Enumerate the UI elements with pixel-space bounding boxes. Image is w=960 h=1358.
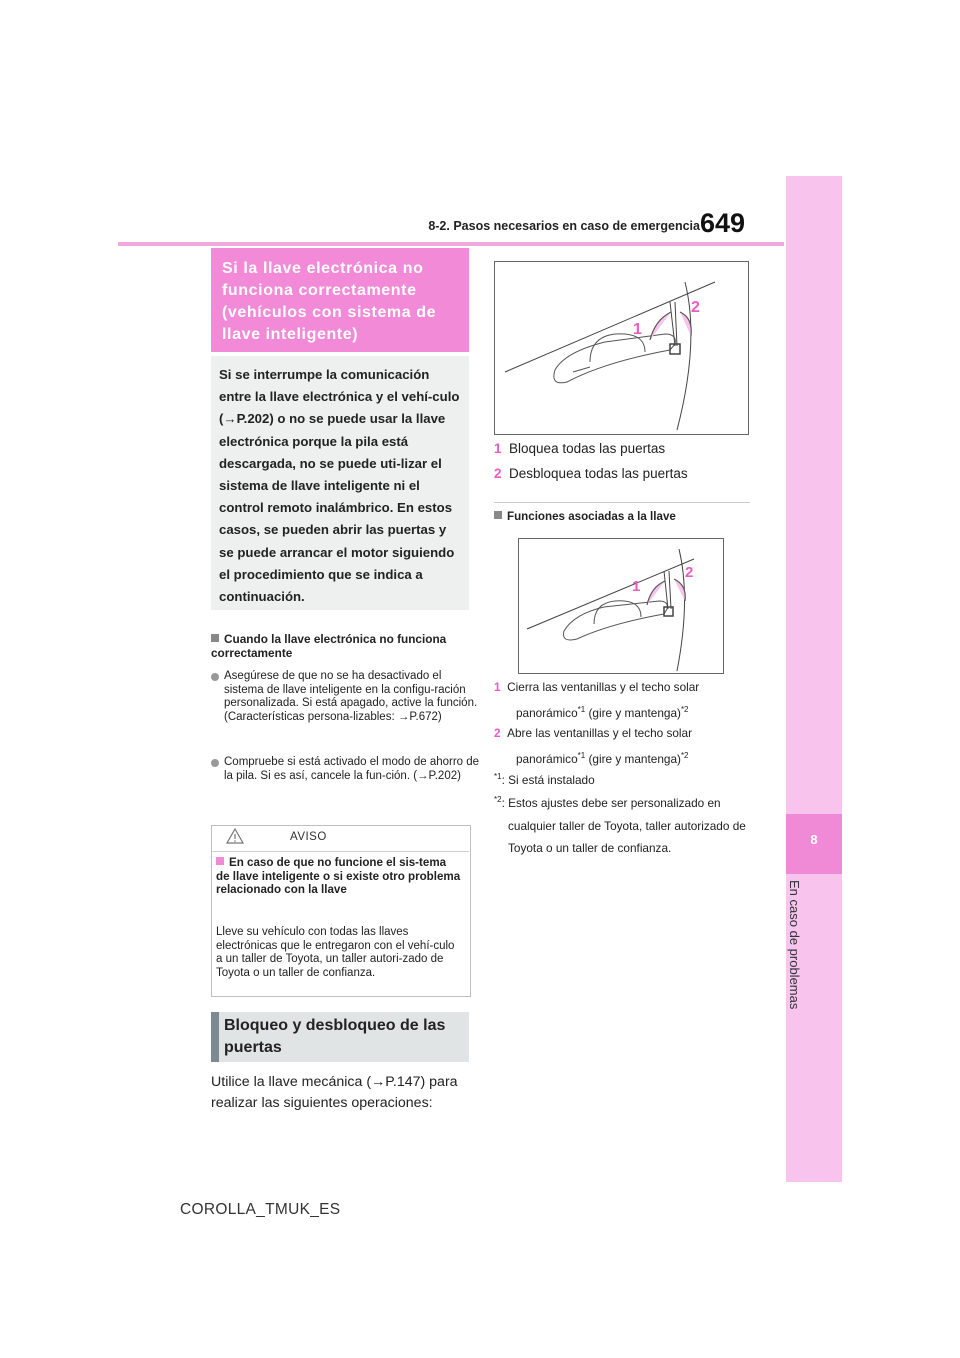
- dot-bullet-icon: [211, 673, 219, 681]
- subheading-llave: Cuando la llave electrónica no funciona correctamente: [211, 632, 447, 660]
- square-bullet-icon: [211, 634, 219, 642]
- door-handle-figure-2: [518, 538, 724, 674]
- figure-label: 1: [632, 578, 641, 595]
- header-rule: [118, 242, 784, 246]
- section-divider: [494, 502, 750, 503]
- chapter-side-tab: [786, 176, 842, 1182]
- chapter-label: En caso de problemas: [787, 880, 802, 1010]
- bullet-item: Compruebe si está activado el modo de ahorro de la pila. Si es así, cancele la fun-ción. (→P.202): [211, 756, 480, 783]
- caption-lock: 1 Bloquea todas las puertas: [494, 441, 666, 456]
- section-title: 8-2. Pasos necesarios en caso de emergencia: [428, 219, 700, 233]
- figure-label: 2: [685, 564, 694, 581]
- square-bullet-icon: [494, 511, 502, 519]
- aviso-body: Lleve su vehículo con todas las llaves electrónicas que le entregaron con el vehí-culo a un taller de Toyota, un taller autori-zado de Toyota o un taller de confianza.: [216, 926, 455, 979]
- square-bullet-icon: [216, 857, 224, 865]
- warning-triangle-icon: [226, 828, 244, 844]
- caption-open-windows: 2 Abre las ventanillas y el techo solar panorámico$^{*1}$ (gire y mantenga)$^{*2}$: [494, 726, 693, 766]
- chapter-number: 8: [810, 832, 818, 847]
- caption-unlock: 2 Desbloquea todas las puertas: [494, 466, 688, 481]
- document-code: COROLLA_TMUK_ES: [180, 1201, 341, 1218]
- page-number: 649: [700, 208, 746, 238]
- body-text: Utilice la llave mecánica (→P.147) para realizar las siguientes operaciones:: [211, 1074, 458, 1111]
- footnote-1: $^{*1}$: Si está instalado: [494, 772, 595, 787]
- footnote-2: $^{*2}$: Estos ajustes debe ser personalizado en cualquier taller de Toyota, taller autorizado de Toyota o un taller de confianza.: [494, 795, 746, 856]
- aviso-title: AVISO: [290, 831, 327, 843]
- aviso-subheading: En caso de que no funcione el sis-tema de llave inteligente o si existe otro problema relacionado con la llave: [216, 856, 461, 897]
- aviso-header: [211, 825, 469, 852]
- grey-heading: Bloqueo y desbloqueo de las puertas: [224, 1017, 446, 1056]
- dot-bullet-icon: [211, 759, 219, 767]
- subheading-funciones: Funciones asociadas a la llave: [494, 510, 676, 523]
- door-handle-figure-1: [494, 261, 749, 435]
- pink-heading: Si la llave electrónica no funciona correctamente (vehículos con sistema de llave inteligente): [222, 260, 437, 343]
- figure-label: 2: [691, 299, 700, 316]
- figure-label: 1: [633, 321, 642, 338]
- bullet-item: Asegúrese de que no se ha desactivado el sistema de llave inteligente en la configu-ración personalizada. Si está apagado, active la función. (Características persona-lizables: →P.672): [211, 670, 480, 724]
- caption-close-windows: 1 Cierra las ventanillas y el techo solar panorámico$^{*1}$ (gire y mantenga)$^{*2}$: [494, 680, 700, 720]
- intro-text: Si se interrumpe la comunicación entre la llave electrónica y el vehí-culo (→P.202) o no se puede usar la llave electrónica porque la pila está descargada, no se puede uti-lizar el sistema de llave inteligente ni el control remoto inalámbrico. En estos casos, se pueden abrir las puertas y se puede arrancar el motor siguiendo el procedimiento que se indica a continuación.: [219, 367, 460, 605]
